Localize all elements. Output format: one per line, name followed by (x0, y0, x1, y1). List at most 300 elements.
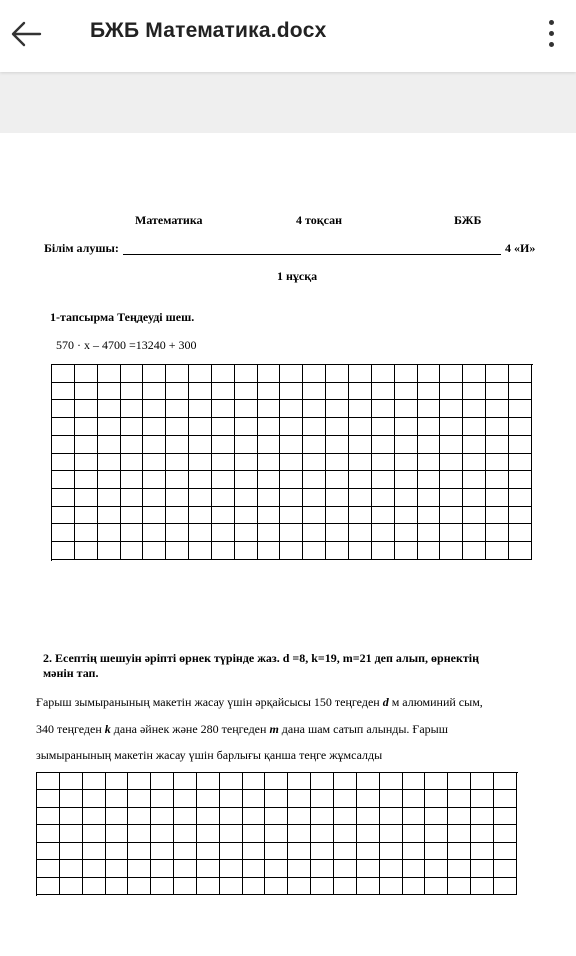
grid-cell (143, 454, 166, 472)
grid-cell (372, 436, 395, 454)
task1-equation: 570 · х – 4700 =13240 + 300 (56, 338, 197, 352)
student-name-line (123, 254, 501, 255)
grid-cell (288, 808, 311, 825)
grid-cell (174, 860, 197, 877)
grid-cell (83, 790, 106, 807)
grid-cell (380, 808, 403, 825)
grid-cell (128, 860, 151, 877)
grid-cell (37, 860, 60, 877)
grid-cell (280, 454, 303, 472)
grid-cell (121, 524, 144, 542)
grid-row (52, 418, 533, 436)
grid-cell (448, 843, 471, 860)
grid-cell (189, 454, 212, 472)
grid-cell (197, 825, 220, 842)
grid-cell (235, 471, 258, 489)
grid-cell (60, 808, 83, 825)
grid-cell (357, 825, 380, 842)
grid-cell (75, 524, 98, 542)
grid-cell (440, 489, 463, 507)
grid-cell (303, 507, 326, 525)
grid-cell (98, 471, 121, 489)
grid-cell (220, 878, 243, 895)
grid-cell (403, 825, 426, 842)
grid-cell (166, 471, 189, 489)
grid-cell (75, 436, 98, 454)
grid-cell (189, 383, 212, 401)
grid-cell (395, 400, 418, 418)
grid-cell (166, 454, 189, 472)
grid-cell (265, 825, 288, 842)
grid-cell (486, 365, 509, 383)
grid-cell (83, 843, 106, 860)
grid-cell (463, 542, 486, 560)
grid-row (52, 471, 533, 489)
grid-cell (121, 418, 144, 436)
grid-cell (128, 843, 151, 860)
grid-cell (52, 542, 75, 560)
grid-cell (143, 383, 166, 401)
grid-row (52, 542, 533, 560)
grid-cell (486, 542, 509, 560)
grid-row (37, 843, 518, 860)
grid-cell (509, 436, 532, 454)
grid-cell (52, 365, 75, 383)
grid-cell (395, 365, 418, 383)
grid-cell (52, 436, 75, 454)
grid-cell (486, 383, 509, 401)
grid-cell (334, 843, 357, 860)
grid-cell (258, 471, 281, 489)
grid-cell (52, 507, 75, 525)
grid-cell (75, 454, 98, 472)
grid-cell (243, 825, 266, 842)
grid-cell (128, 773, 151, 790)
grid-cell (326, 489, 349, 507)
grid-cell (334, 825, 357, 842)
grid-cell (440, 365, 463, 383)
grid-cell (471, 878, 494, 895)
grid-cell (243, 878, 266, 895)
grid-cell (166, 436, 189, 454)
grid-row (37, 878, 518, 895)
grid-cell (280, 436, 303, 454)
grid-cell (463, 365, 486, 383)
grid-cell (326, 524, 349, 542)
grid-cell (143, 471, 166, 489)
grid-cell (121, 365, 144, 383)
grid-cell (463, 524, 486, 542)
grid-cell (326, 436, 349, 454)
grid-cell (471, 860, 494, 877)
grid-cell (471, 808, 494, 825)
more-vertical-icon (549, 20, 554, 25)
task2-text-line1: Ғарыш зымыранының макетін жасау үшін әрқайсысы 150 теңгеден d м алюминий сым, (36, 695, 483, 709)
grid-cell (395, 418, 418, 436)
grid-cell (75, 365, 98, 383)
task2-text-line2: 340 теңгеден k дана әйнек және 280 теңгеден m дана шам сатып алынды. Ғарыш (36, 722, 448, 736)
grid-cell (151, 843, 174, 860)
back-button[interactable] (6, 14, 46, 54)
grid-cell (463, 507, 486, 525)
grid-cell (463, 489, 486, 507)
grid-cell (128, 825, 151, 842)
grid-cell (326, 507, 349, 525)
grid-cell (440, 418, 463, 436)
grid-cell (303, 436, 326, 454)
grid-cell (220, 808, 243, 825)
more-options-button[interactable] (536, 16, 568, 52)
grid-cell (425, 843, 448, 860)
grid-cell (425, 825, 448, 842)
toolbar-spacer (0, 72, 576, 133)
grid-cell (509, 489, 532, 507)
grid-cell (509, 524, 532, 542)
grid-cell (494, 878, 517, 895)
grid-cell (75, 507, 98, 525)
grid-cell (357, 808, 380, 825)
grid-cell (395, 542, 418, 560)
grid-cell (52, 524, 75, 542)
grid-cell (395, 436, 418, 454)
task1-title: 1-тапсырма Теңдеуді шеш. (50, 310, 195, 324)
grid-cell (166, 400, 189, 418)
grid-row (52, 365, 533, 383)
grid-cell (463, 454, 486, 472)
grid-cell (418, 507, 441, 525)
grid-cell (403, 878, 426, 895)
grid-cell (288, 825, 311, 842)
grid-cell (280, 489, 303, 507)
grid-cell (448, 808, 471, 825)
grid-cell (349, 436, 372, 454)
grid-cell (235, 542, 258, 560)
grid-cell (280, 400, 303, 418)
grid-cell (349, 542, 372, 560)
grid-cell (197, 843, 220, 860)
grid-cell (121, 542, 144, 560)
grid-cell (403, 790, 426, 807)
grid-cell (151, 860, 174, 877)
grid-cell (174, 843, 197, 860)
grid-cell (197, 860, 220, 877)
grid-cell (440, 507, 463, 525)
grid-cell (151, 825, 174, 842)
grid-cell (189, 507, 212, 525)
grid-cell (486, 489, 509, 507)
grid-cell (425, 773, 448, 790)
grid-cell (98, 489, 121, 507)
grid-cell (471, 790, 494, 807)
grid-cell (418, 365, 441, 383)
grid-cell (75, 542, 98, 560)
grid-cell (258, 365, 281, 383)
grid-cell (440, 471, 463, 489)
document-title: БЖБ Математика.docx (90, 19, 327, 42)
grid-cell (349, 471, 372, 489)
grid-cell (106, 860, 129, 877)
grid-cell (380, 878, 403, 895)
grid-cell (334, 773, 357, 790)
grid-cell (486, 436, 509, 454)
grid-cell (509, 418, 532, 436)
grid-cell (403, 773, 426, 790)
grid-cell (166, 383, 189, 401)
grid-cell (189, 365, 212, 383)
grid-cell (463, 400, 486, 418)
grid-cell (288, 860, 311, 877)
grid-cell (326, 471, 349, 489)
grid-cell (212, 524, 235, 542)
grid-cell (75, 471, 98, 489)
grid-cell (509, 471, 532, 489)
grid-cell (280, 542, 303, 560)
task2-answer-grid (36, 772, 518, 896)
grid-cell (243, 790, 266, 807)
grid-cell (265, 808, 288, 825)
grid-row (52, 400, 533, 418)
app-bar (0, 0, 576, 72)
grid-cell (418, 542, 441, 560)
grid-row (37, 790, 518, 807)
grid-cell (52, 489, 75, 507)
grid-cell (349, 507, 372, 525)
grid-cell (98, 436, 121, 454)
grid-cell (166, 418, 189, 436)
grid-cell (395, 524, 418, 542)
grid-cell (509, 383, 532, 401)
grid-cell (166, 365, 189, 383)
grid-cell (121, 489, 144, 507)
grid-cell (486, 524, 509, 542)
grid-cell (440, 542, 463, 560)
grid-cell (235, 365, 258, 383)
grid-cell (143, 365, 166, 383)
grid-cell (448, 790, 471, 807)
grid-cell (265, 773, 288, 790)
grid-cell (37, 878, 60, 895)
grid-cell (303, 365, 326, 383)
grid-cell (243, 860, 266, 877)
grid-cell (258, 524, 281, 542)
grid-cell (357, 790, 380, 807)
grid-cell (357, 878, 380, 895)
grid-cell (303, 418, 326, 436)
grid-cell (303, 489, 326, 507)
grid-cell (311, 773, 334, 790)
grid-cell (121, 400, 144, 418)
grid-cell (151, 878, 174, 895)
grid-cell (440, 383, 463, 401)
grid-cell (258, 418, 281, 436)
grid-cell (372, 542, 395, 560)
grid-cell (486, 507, 509, 525)
grid-cell (121, 507, 144, 525)
grid-cell (494, 843, 517, 860)
grid-cell (494, 860, 517, 877)
grid-row (52, 383, 533, 401)
grid-cell (357, 860, 380, 877)
grid-cell (311, 808, 334, 825)
grid-cell (106, 808, 129, 825)
grid-cell (440, 454, 463, 472)
grid-cell (334, 878, 357, 895)
grid-cell (189, 542, 212, 560)
grid-cell (235, 524, 258, 542)
grid-cell (509, 542, 532, 560)
document-page (0, 133, 576, 956)
grid-cell (151, 773, 174, 790)
grid-cell (303, 524, 326, 542)
grid-cell (83, 773, 106, 790)
grid-cell (243, 808, 266, 825)
grid-cell (471, 825, 494, 842)
grid-cell (326, 383, 349, 401)
grid-cell (37, 808, 60, 825)
grid-cell (288, 878, 311, 895)
grid-cell (448, 773, 471, 790)
grid-cell (509, 365, 532, 383)
arrow-back-icon (10, 20, 42, 48)
grid-cell (128, 808, 151, 825)
grid-cell (349, 489, 372, 507)
grid-cell (98, 418, 121, 436)
grid-cell (75, 489, 98, 507)
grid-cell (143, 524, 166, 542)
grid-cell (509, 454, 532, 472)
grid-cell (151, 790, 174, 807)
grid-cell (372, 418, 395, 436)
grid-cell (52, 400, 75, 418)
grid-cell (463, 436, 486, 454)
grid-cell (166, 524, 189, 542)
grid-cell (75, 383, 98, 401)
grid-cell (98, 400, 121, 418)
grid-cell (372, 489, 395, 507)
grid-cell (258, 383, 281, 401)
grid-cell (60, 860, 83, 877)
grid-cell (380, 790, 403, 807)
grid-cell (258, 400, 281, 418)
grid-cell (106, 773, 129, 790)
grid-cell (425, 878, 448, 895)
grid-cell (189, 524, 212, 542)
grid-cell (494, 808, 517, 825)
grid-cell (372, 454, 395, 472)
grid-cell (403, 808, 426, 825)
grid-row (52, 436, 533, 454)
grid-cell (143, 418, 166, 436)
grid-cell (75, 400, 98, 418)
grid-cell (372, 524, 395, 542)
grid-cell (311, 825, 334, 842)
grid-cell (174, 773, 197, 790)
grid-cell (326, 418, 349, 436)
grid-cell (403, 843, 426, 860)
grid-cell (280, 507, 303, 525)
grid-cell (303, 542, 326, 560)
grid-cell (258, 454, 281, 472)
grid-cell (235, 489, 258, 507)
grid-cell (372, 471, 395, 489)
grid-cell (189, 471, 212, 489)
grid-cell (265, 843, 288, 860)
grid-cell (143, 400, 166, 418)
grid-cell (258, 489, 281, 507)
grid-cell (440, 400, 463, 418)
grid-cell (220, 843, 243, 860)
grid-cell (60, 843, 83, 860)
grid-cell (395, 489, 418, 507)
grid-cell (372, 383, 395, 401)
grid-cell (494, 773, 517, 790)
grid-cell (280, 365, 303, 383)
grid-cell (220, 825, 243, 842)
grid-cell (463, 383, 486, 401)
grid-cell (83, 825, 106, 842)
grid-cell (349, 454, 372, 472)
grid-row (37, 860, 518, 877)
grid-cell (235, 507, 258, 525)
grid-cell (220, 860, 243, 877)
task2-title-line2: мәнін тап. (43, 666, 99, 680)
grid-cell (151, 808, 174, 825)
grid-cell (235, 383, 258, 401)
student-label: Білім алушы: (44, 241, 119, 255)
grid-cell (280, 524, 303, 542)
grid-cell (349, 418, 372, 436)
grid-cell (106, 790, 129, 807)
grid-cell (212, 471, 235, 489)
grid-cell (380, 843, 403, 860)
grid-cell (509, 507, 532, 525)
grid-cell (311, 843, 334, 860)
grid-cell (303, 383, 326, 401)
grid-cell (448, 825, 471, 842)
grid-cell (357, 773, 380, 790)
grid-cell (265, 860, 288, 877)
grid-cell (258, 542, 281, 560)
grid-cell (303, 471, 326, 489)
grid-cell (494, 790, 517, 807)
grid-cell (60, 773, 83, 790)
grid-cell (83, 878, 106, 895)
grid-cell (280, 418, 303, 436)
grid-cell (440, 436, 463, 454)
grid-cell (486, 418, 509, 436)
grid-cell (311, 790, 334, 807)
grid-cell (425, 808, 448, 825)
grid-cell (311, 878, 334, 895)
grid-cell (326, 365, 349, 383)
grid-cell (418, 471, 441, 489)
grid-cell (106, 878, 129, 895)
grid-cell (197, 878, 220, 895)
grid-cell (212, 489, 235, 507)
task2-text-line3: зымыранының макетін жасау үшін барлығы қанша теңге жұмсалды (36, 748, 383, 762)
grid-cell (303, 400, 326, 418)
grid-cell (212, 365, 235, 383)
grid-cell (212, 507, 235, 525)
grid-cell (243, 843, 266, 860)
grid-cell (357, 843, 380, 860)
grid-cell (486, 454, 509, 472)
grid-cell (98, 507, 121, 525)
grid-cell (197, 773, 220, 790)
grid-cell (258, 507, 281, 525)
grid-cell (448, 860, 471, 877)
grid-cell (189, 418, 212, 436)
